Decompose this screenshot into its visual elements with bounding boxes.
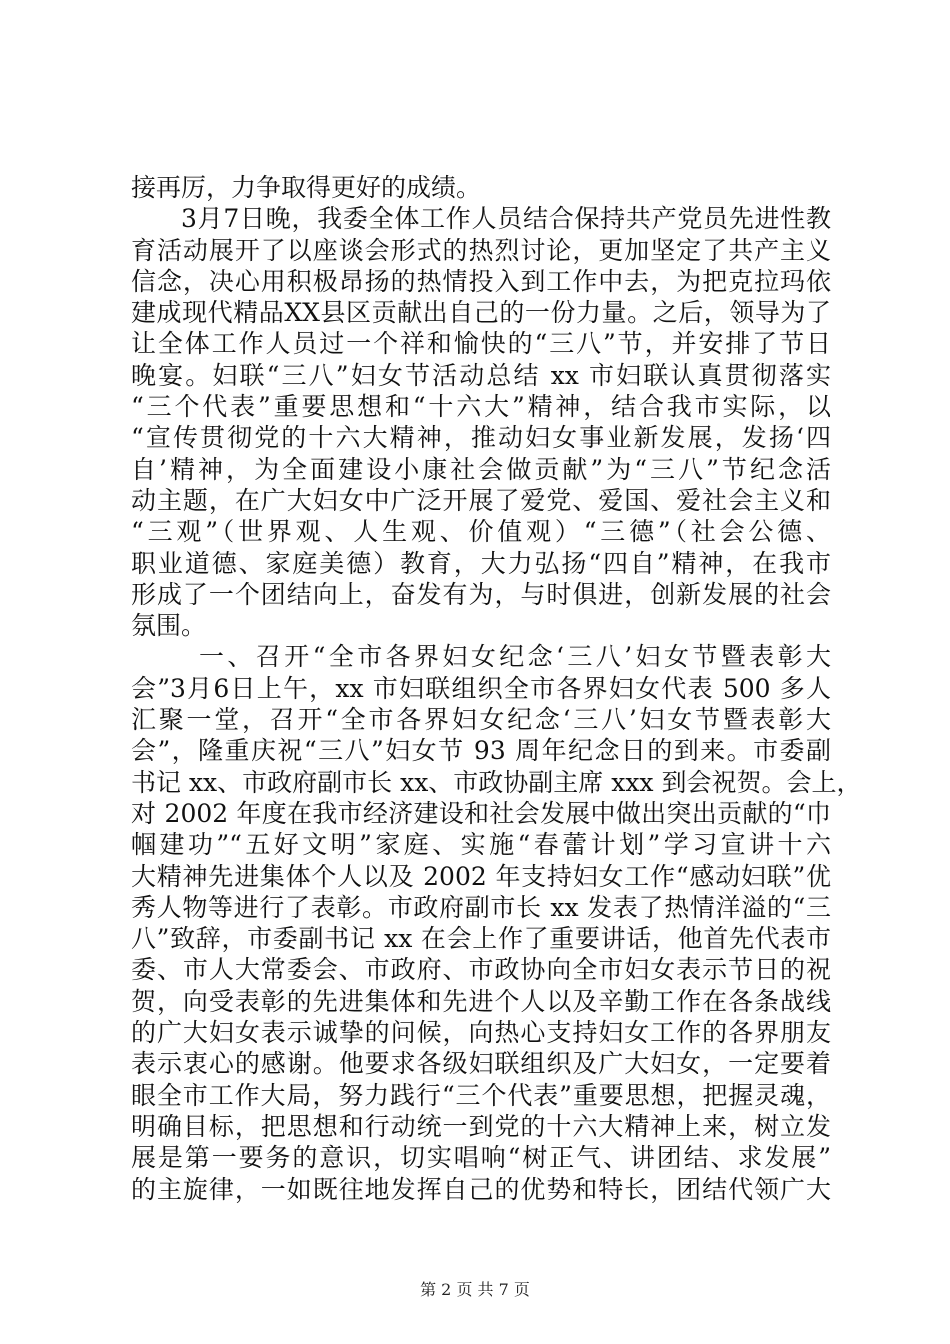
text-line: 3月7日晚，我委全体工作人员结合保持共产党员先进性教: [181, 204, 831, 234]
text-line: 明确目标，把思想和行动统一到党的十六大精神上来，树立发: [131, 1111, 831, 1141]
text-line: 接再厉，力争取得更好的成绩。: [131, 173, 482, 202]
text-line: 委、市人大常委会、市政府、市政协向全市妇女表示节日的祝: [131, 955, 831, 985]
text-line: 动主题，在广大妇女中广泛开展了爱党、爱国、爱社会主义和: [131, 485, 831, 515]
text-line: 会”，隆重庆祝“三八”妇女节 93 周年纪念日的到来。市委副: [131, 736, 831, 766]
text-line: 晚宴。妇联“三八”妇女节活动总结 xx 市妇联认真贯彻落实: [131, 360, 831, 390]
text-line: 对 2002 年度在我市经济建设和社会发展中做出突出贡献的“巾: [131, 798, 831, 828]
text-line: 一、召开“全市各界妇女纪念‘三八’妇女节暨表彰大: [199, 642, 831, 672]
text-line: 职业道德、家庭美德）教育，大力弘扬“四自”精神，在我市: [131, 548, 831, 578]
text-line: 育活动展开了以座谈会形式的热烈讨论，更加坚定了共产主义: [131, 235, 831, 265]
text-line: 汇聚一堂，召开“全市各界妇女纪念‘三八’妇女节暨表彰大: [131, 705, 831, 735]
text-line: 的广大妇女表示诚挚的问候，向热心支持妇女工作的各界朋友: [131, 1018, 831, 1048]
text-line: 形成了一个团结向上，奋发有为，与时俱进，创新发展的社会: [131, 579, 831, 609]
text-line: 建成现代精品XX县区贡献出自己的一份力量。之后，领导为了: [131, 298, 831, 328]
text-line: “三观”（世界观、人生观、价值观）“三德”（社会公德、: [131, 517, 831, 547]
text-line: 氛围。: [131, 611, 207, 641]
text-line: 展是第一要务的意识，切实唱响“树正气、讲团结、求发展”: [131, 1143, 831, 1173]
text-line: 眼全市工作大局，努力践行“三个代表”重要思想，把握灵魂，: [131, 1080, 831, 1110]
text-line: 贺，向受表彰的先进集体和先进个人以及辛勤工作在各条战线: [131, 986, 831, 1016]
page-footer: 第 2 页 共 7 页: [420, 1280, 530, 1299]
text-line: 的主旋律，一如既往地发挥自己的优势和特长，团结代领广大: [131, 1174, 831, 1204]
text-line: 帼建功”“五好文明”家庭、实施“春蕾计划”学习宣讲十六: [131, 830, 831, 860]
text-line: 秀人物等进行了表彰。市政府副市长 xx 发表了热情洋溢的“三: [131, 892, 831, 922]
text-line: 自’精神，为全面建设小康社会做贡献”为“三八”节纪念活: [131, 454, 831, 484]
text-line: “宣传贯彻党的十六大精神，推动妇女事业新发展，发扬‘四: [131, 423, 831, 453]
text-line: 八”致辞，市委副书记 xx 在会上作了重要讲话，他首先代表市: [131, 924, 831, 954]
text-line: 书记 xx、市政府副市长 xx、市政协副主席 xxx 到会祝贺。会上，: [131, 767, 862, 797]
text-line: 大精神先进集体个人以及 2002 年支持妇女工作“感动妇联”优: [131, 861, 831, 891]
text-line: 会”3月6日上午，xx 市妇联组织全市各界妇女代表 500 多人: [131, 673, 831, 703]
document-body: [131, 172, 862, 1205]
text-line: “三个代表”重要思想和“十六大”精神，结合我市实际，以: [131, 392, 831, 422]
text-line: 让全体工作人员过一个祥和愉快的“三八”节，并安排了节日: [131, 329, 831, 359]
text-line: 表示衷心的感谢。他要求各级妇联组织及广大妇女，一定要着: [131, 1049, 831, 1079]
text-line: 信念，决心用积极昂扬的热情投入到工作中去，为把克拉玛依: [131, 266, 831, 296]
